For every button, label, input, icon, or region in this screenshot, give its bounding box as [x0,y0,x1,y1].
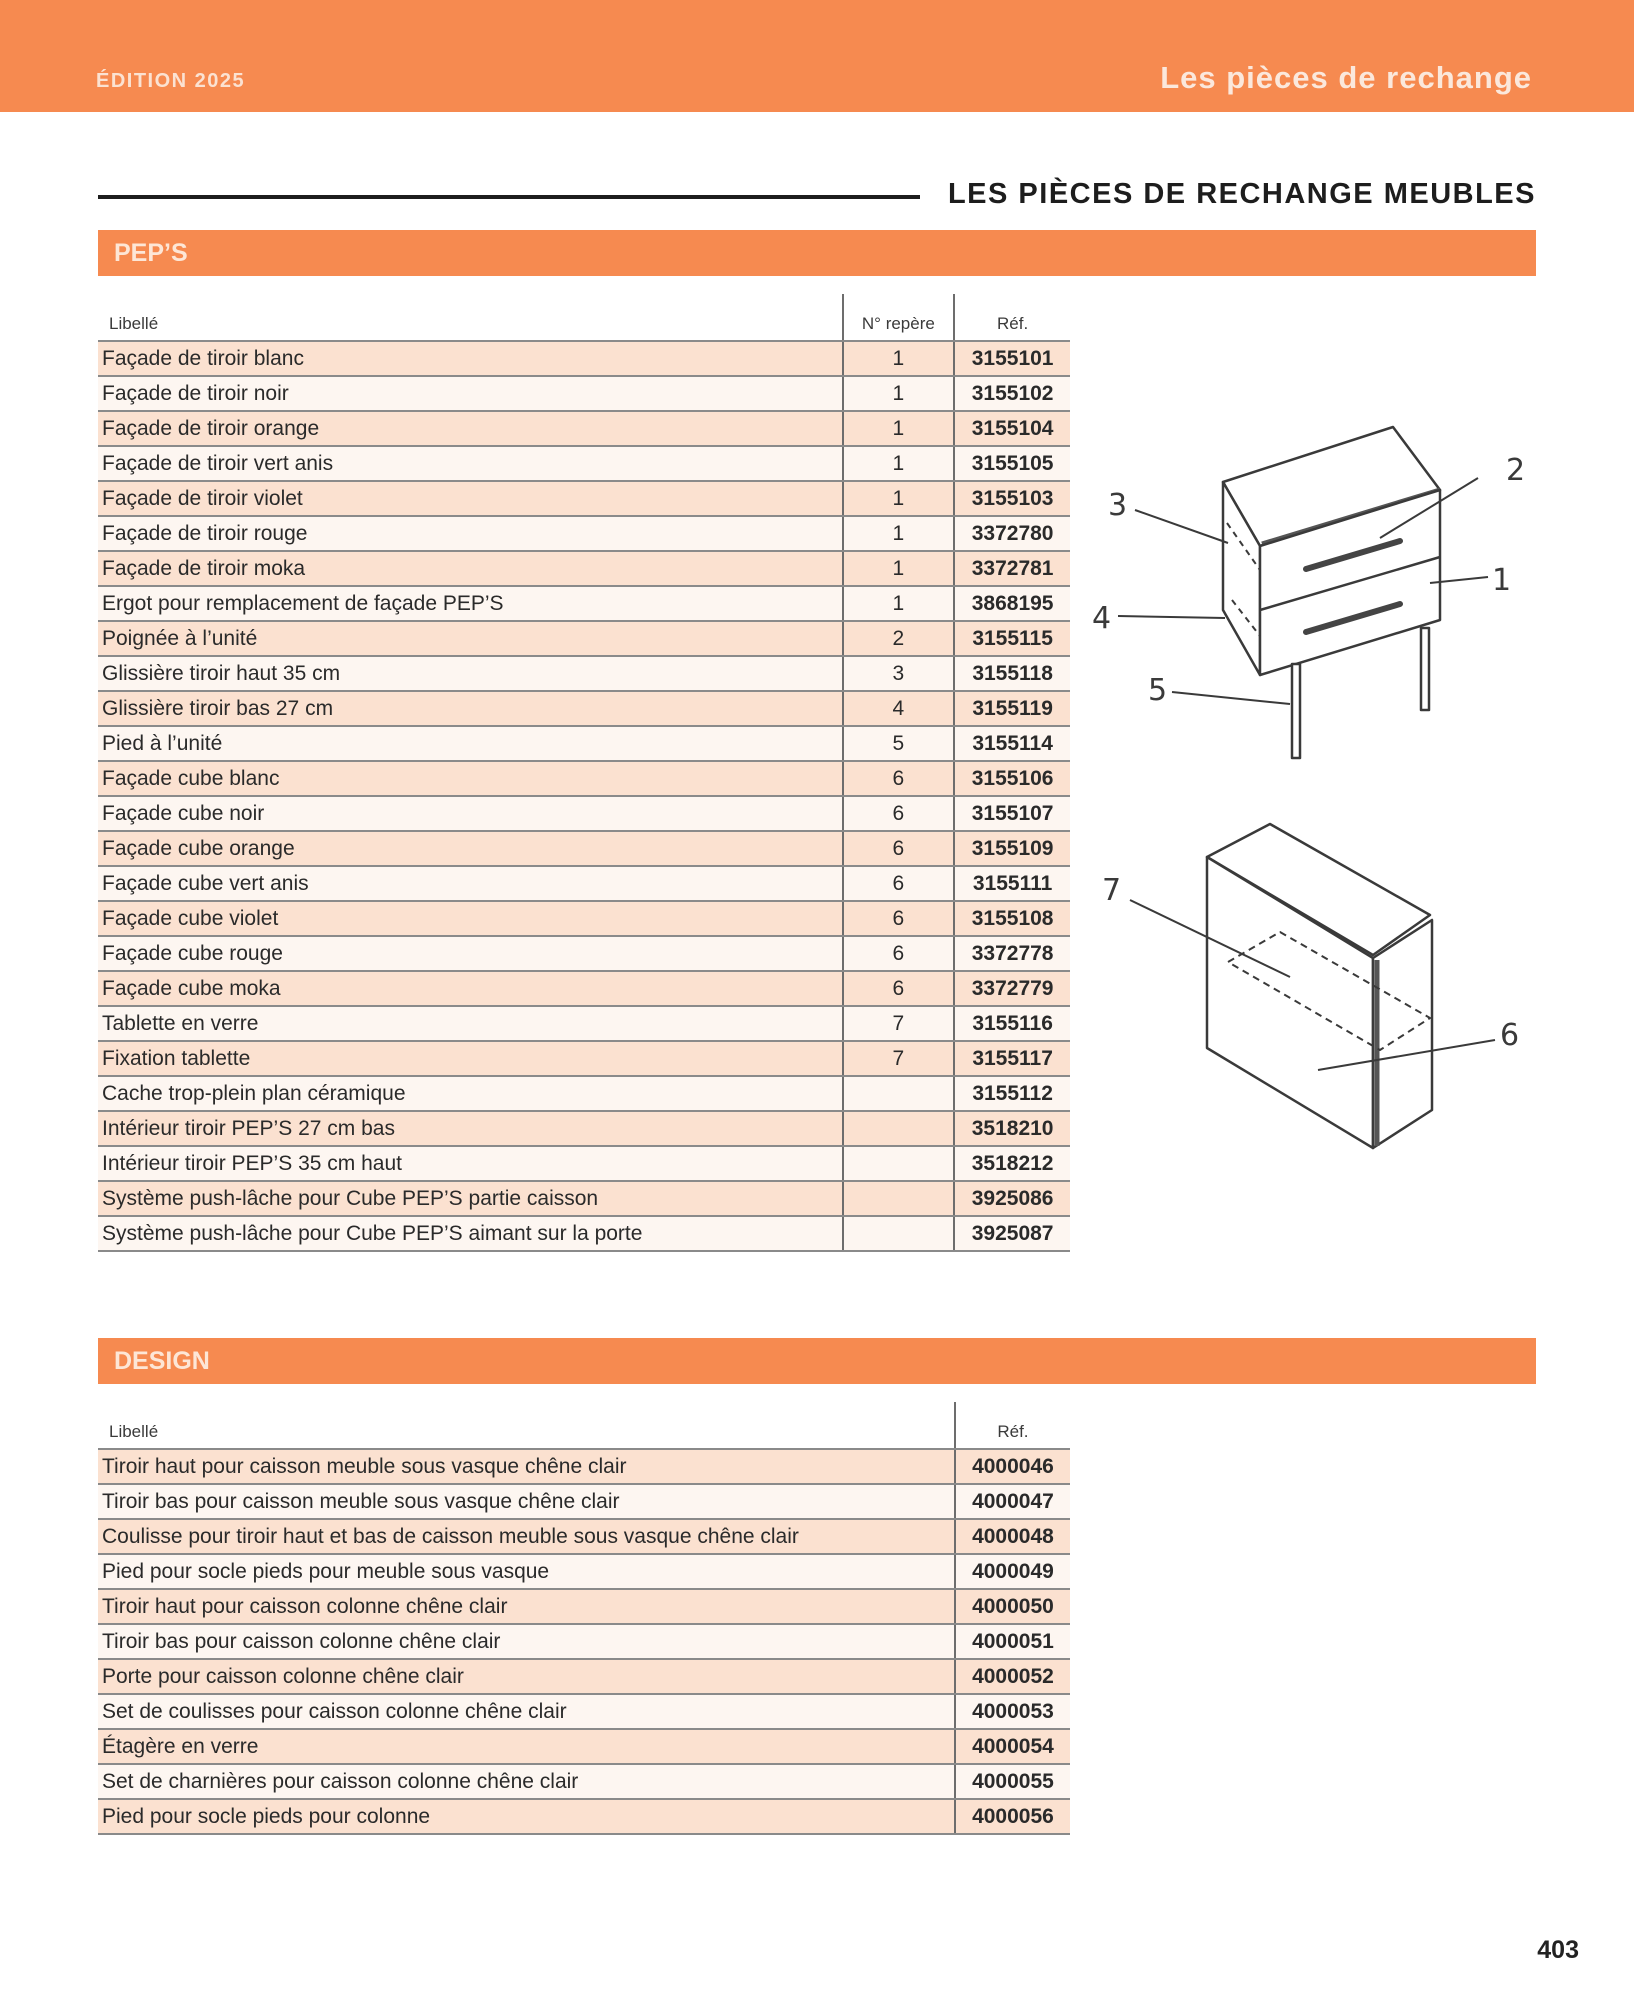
part-repere-cell: 6 [843,761,955,796]
part-ref-cell: 4000055 [955,1764,1070,1799]
cube-unit-diagram [1090,810,1550,1160]
table-row [98,411,1070,446]
part-ref-cell: 3155118 [954,656,1070,691]
part-ref-cell: 4000051 [955,1624,1070,1659]
heading-rule [98,195,920,199]
part-label-cell: Set de charnières pour caisson colonne chêne clair [98,1764,955,1799]
table-row [98,691,1070,726]
table-row [98,901,1070,936]
part-label-cell: Façade cube violet [98,901,843,936]
part-label-cell: Intérieur tiroir PEP’S 27 cm bas [98,1111,843,1146]
part-ref-cell: 4000047 [955,1484,1070,1519]
part-ref-cell: 3155112 [954,1076,1070,1111]
table-row [98,1041,1070,1076]
edition-label: ÉDITION 2025 [96,70,246,92]
table-row [98,1484,1070,1519]
part-label-cell: Pied à l’unité [98,726,843,761]
part-ref-cell: 3518210 [954,1111,1070,1146]
table-row [98,866,1070,901]
part-repere-cell: 7 [843,1006,955,1041]
part-repere-cell: 4 [843,691,955,726]
table-row [98,621,1070,656]
part-repere-cell: 1 [843,446,955,481]
part-repere-cell: 1 [843,411,955,446]
table-row [98,1799,1070,1834]
part-label-cell: Glissière tiroir haut 35 cm [98,656,843,691]
part-ref-cell: 4000050 [955,1589,1070,1624]
part-label-cell: Pied pour socle pieds pour colonne [98,1799,955,1834]
table-row [98,936,1070,971]
part-ref-cell: 3155117 [954,1041,1070,1076]
part-label-cell: Set de coulisses pour caisson colonne chêne clair [98,1694,955,1729]
part-label-cell: Système push-lâche pour Cube PEP’S aimant sur la porte [98,1216,843,1251]
part-label-cell: Étagère en verre [98,1729,955,1764]
table-row [98,1694,1070,1729]
table-row [98,656,1070,691]
part-ref-cell: 3372780 [954,516,1070,551]
part-ref-cell: 4000046 [955,1449,1070,1484]
part-ref-cell: 3155102 [954,376,1070,411]
table-row [98,516,1070,551]
part-label-cell: Tiroir haut pour caisson meuble sous vasque chêne clair [98,1449,955,1484]
part-repere-cell: 1 [843,551,955,586]
table-row [98,831,1070,866]
part-ref-cell: 3372778 [954,936,1070,971]
design-section-title: DESIGN [114,1347,210,1375]
part-ref-cell: 3155116 [954,1006,1070,1041]
part-label-cell: Fixation tablette [98,1041,843,1076]
part-label-cell: Tiroir haut pour caisson colonne chêne clair [98,1589,955,1624]
table-row [98,1554,1070,1589]
part-ref-cell: 3155103 [954,481,1070,516]
part-repere-cell: 6 [843,831,955,866]
part-label-cell: Façade de tiroir noir [98,376,843,411]
table-row [98,971,1070,1006]
part-ref-cell: 3155115 [954,621,1070,656]
table-row [98,1076,1070,1111]
table-row [98,726,1070,761]
callout-5: 5 [1148,673,1168,708]
part-label-cell: Façade cube orange [98,831,843,866]
table-row [98,1216,1070,1251]
part-ref-cell: 3155105 [954,446,1070,481]
part-ref-cell: 3372779 [954,971,1070,1006]
top-banner [0,0,1634,112]
part-repere-cell [843,1111,955,1146]
part-label-cell: Tiroir bas pour caisson colonne chêne clair [98,1624,955,1659]
part-ref-cell: 3155104 [954,411,1070,446]
part-repere-cell: 2 [843,621,955,656]
part-repere-cell: 6 [843,971,955,1006]
table-row [98,1449,1070,1484]
part-repere-cell [843,1216,955,1251]
part-label-cell: Tiroir bas pour caisson meuble sous vasque chêne clair [98,1484,955,1519]
page-title: LES PIÈCES DE RECHANGE MEUBLES [947,178,1536,210]
callout-2: 2 [1506,453,1526,488]
design-section-band [98,1338,1536,1384]
table-row [98,1659,1070,1694]
table-row [98,1729,1070,1764]
part-label-cell: Façade cube blanc [98,761,843,796]
table-row [98,481,1070,516]
part-ref-cell: 3518212 [954,1146,1070,1181]
table-row [98,341,1070,376]
part-ref-cell: 4000054 [955,1729,1070,1764]
part-label-cell: Façade cube noir [98,796,843,831]
drawer-unit-diagram [1090,410,1550,770]
part-label-cell: Intérieur tiroir PEP’S 35 cm haut [98,1146,843,1181]
part-label-cell: Façade cube moka [98,971,843,1006]
part-repere-cell: 1 [843,586,955,621]
table-row [98,586,1070,621]
table-row [98,376,1070,411]
part-ref-cell: 3925086 [954,1181,1070,1216]
part-label-cell: Système push-lâche pour Cube PEP’S partie caisson [98,1181,843,1216]
peps-section-title: PEP’S [114,239,188,267]
part-ref-cell: 3372781 [954,551,1070,586]
part-label-cell: Façade cube rouge [98,936,843,971]
table-row [98,1519,1070,1554]
part-repere-cell: 7 [843,1041,955,1076]
table-row [98,1006,1070,1041]
part-ref-cell: 3155101 [954,341,1070,376]
design-parts-table [98,1402,1070,1835]
part-label-cell: Façade de tiroir vert anis [98,446,843,481]
part-label-cell: Tablette en verre [98,1006,843,1041]
part-ref-cell: 3155107 [954,796,1070,831]
part-repere-cell: 1 [843,481,955,516]
table-row [98,551,1070,586]
part-ref-cell: 3155119 [954,691,1070,726]
page-number: 403 [1537,1936,1579,1964]
callout-3: 3 [1108,488,1128,523]
column-header-repere: N° repère [843,294,955,341]
part-ref-cell: 4000052 [955,1659,1070,1694]
part-label-cell: Coulisse pour tiroir haut et bas de caisson meuble sous vasque chêne clair [98,1519,955,1554]
table-row [98,761,1070,796]
part-repere-cell [843,1076,955,1111]
table-row [98,1111,1070,1146]
table-row [98,1589,1070,1624]
column-header-label: Libellé [98,294,843,341]
table-row [98,446,1070,481]
table-row [98,1764,1070,1799]
callout-1: 1 [1492,563,1512,598]
column-header-ref: Réf. [954,294,1070,341]
part-ref-cell: 4000049 [955,1554,1070,1589]
part-ref-cell: 3155109 [954,831,1070,866]
section-title: Les pièces de rechange [1160,60,1532,95]
peps-parts-table [98,294,1070,1252]
part-label-cell: Façade de tiroir blanc [98,341,843,376]
table-row [98,1146,1070,1181]
part-ref-cell: 3925087 [954,1216,1070,1251]
part-ref-cell: 4000048 [955,1519,1070,1554]
part-repere-cell: 6 [843,796,955,831]
table-header-row [98,294,1070,341]
part-ref-cell: 4000053 [955,1694,1070,1729]
part-ref-cell: 3155114 [954,726,1070,761]
part-label-cell: Glissière tiroir bas 27 cm [98,691,843,726]
part-repere-cell: 1 [843,516,955,551]
callout-7: 7 [1102,873,1122,908]
part-repere-cell: 1 [843,376,955,411]
part-label-cell: Porte pour caisson colonne chêne clair [98,1659,955,1694]
part-label-cell: Façade de tiroir moka [98,551,843,586]
callout-6: 6 [1500,1018,1520,1053]
callout-4: 4 [1092,601,1112,636]
part-ref-cell: 3155108 [954,901,1070,936]
part-label-cell: Façade de tiroir rouge [98,516,843,551]
part-repere-cell [843,1146,955,1181]
part-label-cell: Façade cube vert anis [98,866,843,901]
part-repere-cell: 6 [843,866,955,901]
part-repere-cell: 6 [843,901,955,936]
part-ref-cell: 3155106 [954,761,1070,796]
part-repere-cell: 5 [843,726,955,761]
part-repere-cell: 6 [843,936,955,971]
table-row [98,1181,1070,1216]
part-label-cell: Poignée à l’unité [98,621,843,656]
part-ref-cell: 3155111 [954,866,1070,901]
part-label-cell: Façade de tiroir violet [98,481,843,516]
page-heading [98,178,1536,216]
part-label-cell: Pied pour socle pieds pour meuble sous vasque [98,1554,955,1589]
column-header-ref: Réf. [955,1402,1070,1449]
table-row [98,796,1070,831]
column-header-label: Libellé [98,1402,955,1449]
part-repere-cell: 1 [843,341,955,376]
part-repere-cell: 3 [843,656,955,691]
part-ref-cell: 4000056 [955,1799,1070,1834]
part-repere-cell [843,1181,955,1216]
table-header-row [98,1402,1070,1449]
table-row [98,1624,1070,1659]
part-label-cell: Ergot pour remplacement de façade PEP’S [98,586,843,621]
peps-section-band [98,230,1536,276]
part-ref-cell: 3868195 [954,586,1070,621]
part-label-cell: Cache trop-plein plan céramique [98,1076,843,1111]
part-label-cell: Façade de tiroir orange [98,411,843,446]
